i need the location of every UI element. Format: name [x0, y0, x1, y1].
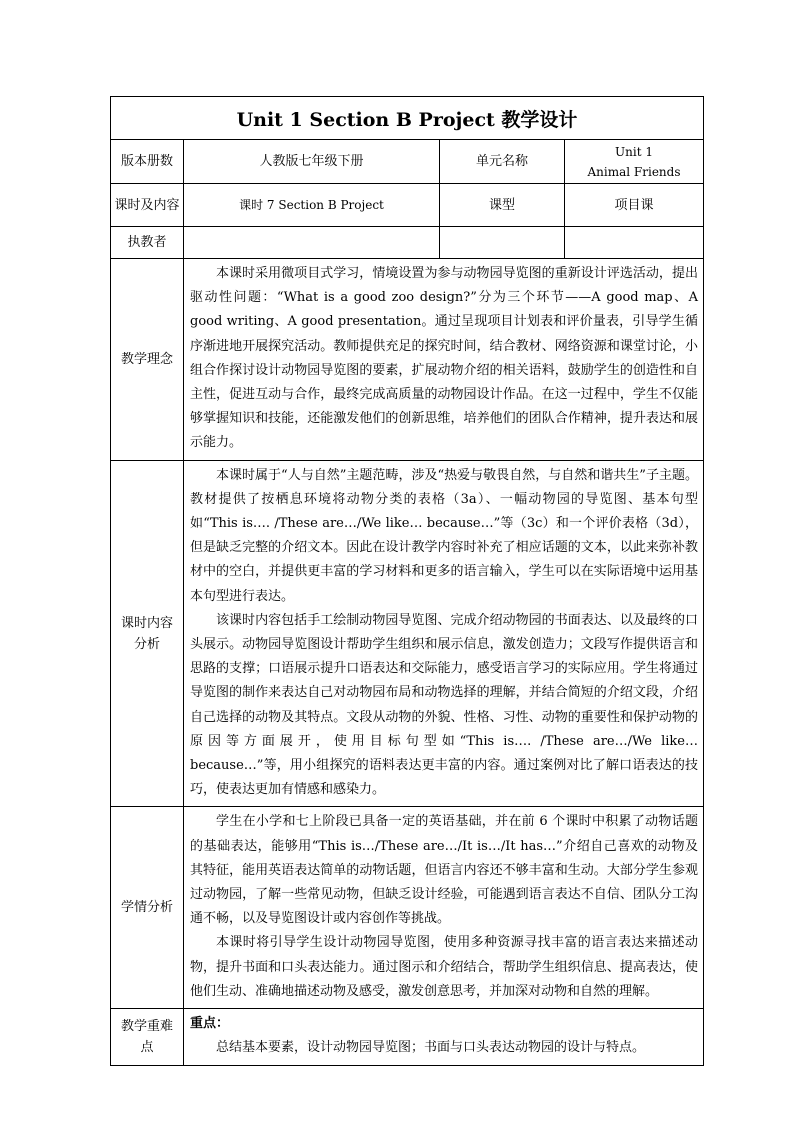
document-title: Unit 1 Section B Project 教学设计 [111, 97, 704, 140]
content-analysis-label [111, 460, 184, 807]
content-analysis-content [184, 460, 704, 807]
lesson-label: 课时及内容 [111, 184, 184, 227]
teacher-value [184, 227, 440, 259]
lesson-row [111, 184, 704, 227]
lesson-value: 课时 7 Section B Project [184, 184, 440, 227]
philosophy-label: 教学理念 [111, 259, 184, 461]
key-points-row [111, 1009, 704, 1065]
paragraph: 本课时将引导学生设计动物园导览图，使用多种资源寻找丰富的语言表达来描述动物，提升书面和口头表达能力。通过图示和介绍结合，帮助学生组织信息、提高表达，使他们生动、准确地描述动物及感受，激发创意思考，并加深对动物和自然的理解。 [190, 935, 698, 999]
student-analysis-label: 学情分析 [111, 807, 184, 1009]
key-points-label-text: 教学重难点 [120, 1018, 173, 1055]
lesson-type-value: 项目课 [565, 184, 704, 227]
paragraph: 本课时采用微项目式学习，情境设置为参与动物园导览图的重新设计评选活动，提出驱动性问题：“What is a good zoo design?”分为三个环节——A good map、A good writing、A good presentation。通过呈现项目计划表和评价量表，引导学生循序渐进地开展探究活动。教师提供充足的探究时间，结合教材、网络资源和课堂讨论，小组合作探讨设计动物园导览图的要素，扩展动物介绍的相关语料，鼓励学生的创造性和自主性，促进互动与合作，最终完成高质量的动物园设计作品。在这一过程中，学生不仅能够掌握知识和技能，还能激发他们的创新思维，培养他们的团队合作精神，提升表达和展示能力。 [190, 266, 698, 451]
key-points-label [111, 1009, 184, 1065]
empty-cell [565, 227, 704, 259]
paragraph: 该课时内容包括手工绘制动物园导览图、完成介绍动物园的书面表达、以及最终的口头展示。动物园导览图设计帮助学生组织和展示信息，激发创造力；文段写作提供语言和思路的支撑；口语展示提升口语表达和交际能力，感受语言学习的实际应用。学生将通过导览图的制作来表达自己对动物园布局和动物选择的理解，并结合简短的介绍文段，介绍自己选择的动物及其特点。文段从动物的外貌、性格、习性、动物的重要性和保护动物的原因等方面展开，使用目标句型如“This is…. /These are…/We like… because…”等，用小组探究的语料表达更丰富的内容。通过案例对比了解口语表达的技巧，使表达更加有情感和感染力。 [190, 612, 698, 798]
unit-number: Unit 1 [615, 144, 653, 159]
edition-label: 版本册数 [111, 140, 184, 184]
unit-name-label: 单元名称 [440, 140, 565, 184]
content-analysis-label-text: 课时内容分析 [120, 615, 173, 652]
content-analysis-row [111, 460, 704, 807]
teacher-label: 执教者 [111, 227, 184, 259]
key-points-heading: 重点： [190, 1016, 230, 1032]
empty-cell [440, 227, 565, 259]
edition-value: 人教版七年级下册 [184, 140, 440, 184]
lesson-type-label: 课型 [440, 184, 565, 227]
student-analysis-content [184, 807, 704, 1009]
edition-row [111, 140, 704, 184]
philosophy-content [184, 259, 704, 461]
unit-name-value [565, 140, 704, 184]
philosophy-row [111, 259, 704, 461]
paragraph: 学生在小学和七上阶段已具备一定的英语基础，并在前 6 个课时中积累了动物话题的基础表达，能够用“This is…/These are…/It is…/It has…”介绍自己喜欢的动物及其特征，能用英语表达简单的动物话题，但语言内容还不够丰富和生动。大部分学生参观过动物园，了解一些常见动物，但缺乏设计经验，可能遇到语言表达不自信、团队分工沟通不畅，以及导览图设计或内容创作等挑战。 [190, 814, 698, 927]
key-points-content [184, 1009, 704, 1065]
student-analysis-row [111, 807, 704, 1009]
title-row [111, 97, 704, 140]
teacher-row [111, 227, 704, 259]
key-points-text: 总结基本要素，设计动物园导览图；书面与口头表达动物园的设计与特点。 [216, 1040, 646, 1056]
unit-title: Animal Friends [587, 164, 681, 179]
lesson-plan-table [110, 96, 704, 1066]
paragraph: 本课时属于“人与自然”主题范畴，涉及“热爱与敬畏自然，与自然和谐共生”子主题。教材提供了按栖息环境将动物分类的表格（3a）、一幅动物园的导览图、基本句型如“This is…. /These are…/We like… because…”等（3c）和一个评价表格（3d），但是缺乏完整的介绍文本。因此在设计教学内容时补充了相应话题的文本，以此来弥补教材中的空白，并提供更丰富的学习材料和更多的语言输入，学生可以在实际语境中运用基本句型进行表达。 [190, 467, 698, 604]
